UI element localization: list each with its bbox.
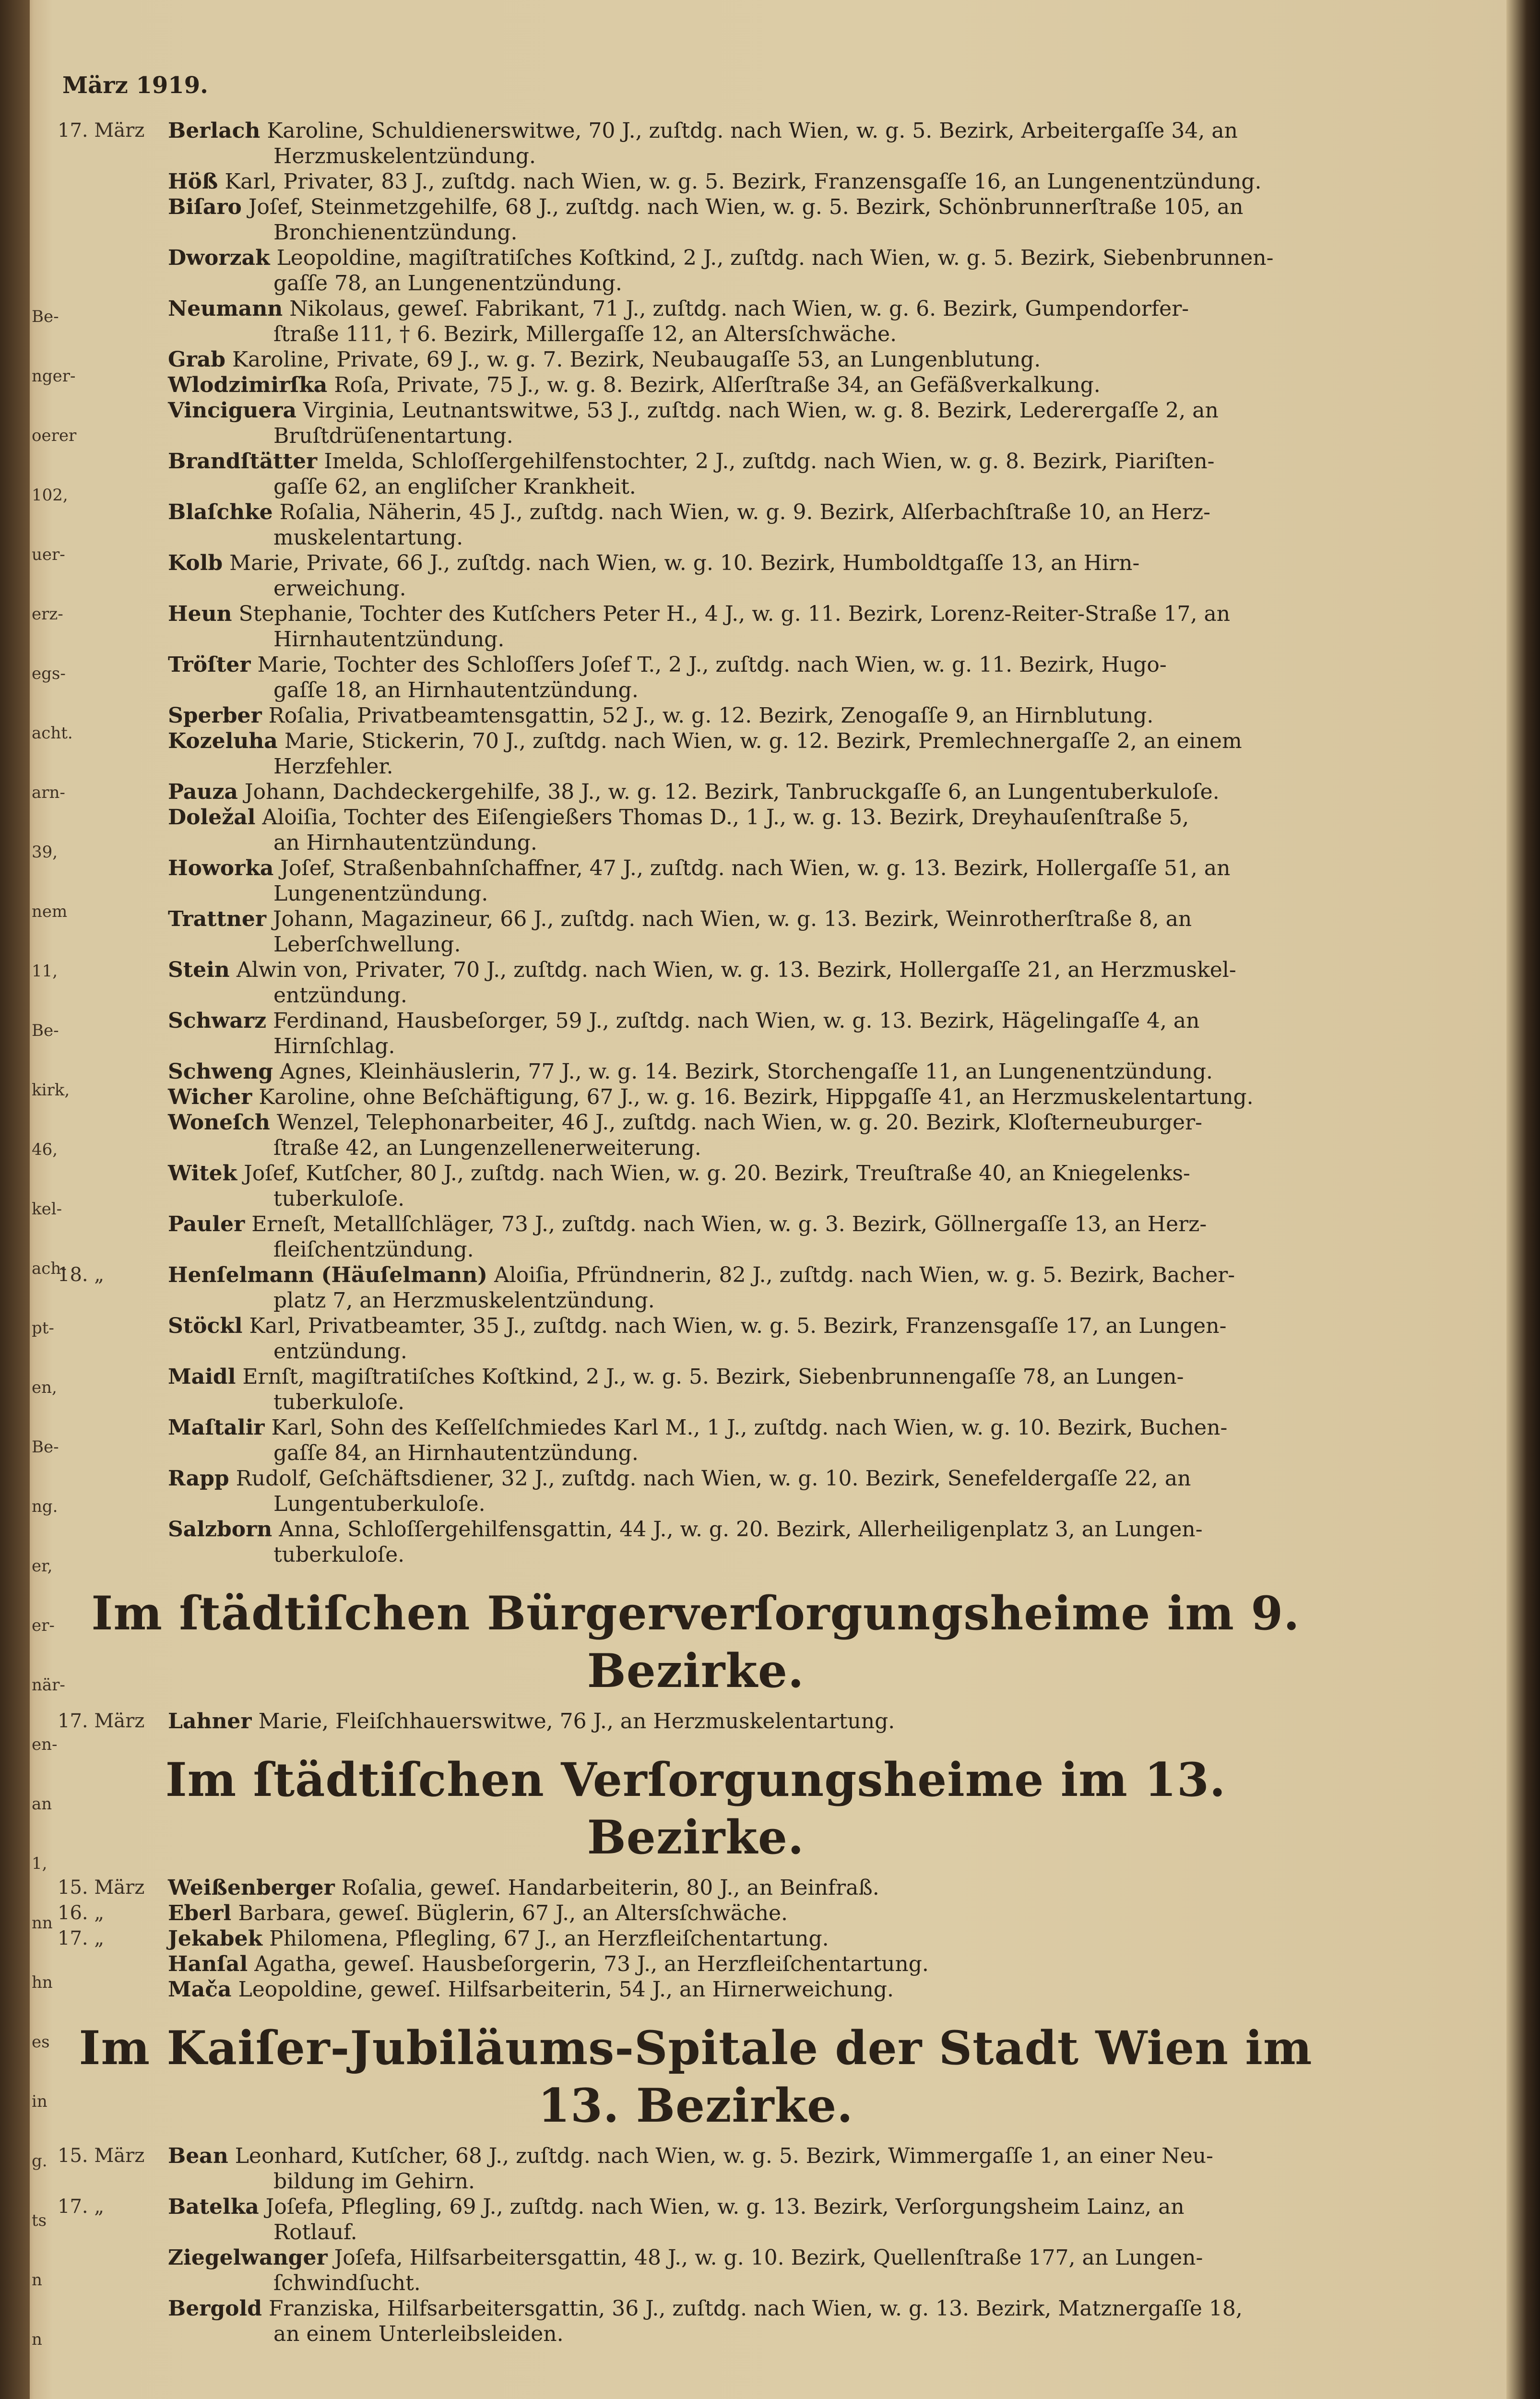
margin-fragment: egs- xyxy=(32,664,66,683)
entry-surname: Grab xyxy=(168,347,226,372)
death-record-entry xyxy=(58,118,1334,169)
margin-fragment: er- xyxy=(32,1616,55,1635)
entry-body xyxy=(168,1977,894,2002)
entry-body xyxy=(168,1517,1203,1542)
margin-fragment: arn- xyxy=(32,783,65,802)
entry-text: Ferdinand, Hausbeſorger, 59 J., zuſtdg. nach Wien, w. g. 13. Bezirk, Hägelingaſſe 4, an xyxy=(273,1009,1200,1033)
entry-text: Karoline, ohne Beſchäftigung, 67 J., w. g. 16. Bezirk, Hippgaſſe 41, an Herzmuskelentartung. xyxy=(259,1085,1254,1109)
entry-text: Roſalia, geweſ. Handarbeiterin, 80 J., an Beinfraß. xyxy=(341,1876,879,1900)
death-record-entry xyxy=(58,347,1334,372)
entry-continuation: Lungentuberkuloſe. xyxy=(273,1492,486,1516)
entry-continuation: tuberkuloſe. xyxy=(273,1390,405,1414)
margin-fragment: hn xyxy=(32,1973,53,1992)
entry-surname: Doležal xyxy=(168,805,256,830)
entry-body xyxy=(168,2195,1185,2219)
entry-continuation: gaſſe 78, an Lungenentzündung. xyxy=(273,271,622,296)
entry-text: Marie, Tochter des Schloſſers Joſef T., 2 J., zuſtdg. nach Wien, w. g. 11. Bezirk, Hugo- xyxy=(257,653,1167,677)
death-record-entry xyxy=(58,1211,1334,1262)
entry-body xyxy=(168,907,1192,931)
entry-surname: Pauza xyxy=(168,780,238,804)
entry-text: Virginia, Leutnantswitwe, 53 J., zuſtdg. nach Wien, w. g. 8. Bezirk, Lederergaſſe 2, an xyxy=(303,398,1219,423)
entry-text: Rudolf, Geſchäftsdiener, 32 J., zuſtdg. nach Wien, w. g. 10. Bezirk, Senefeldergaſſe 22, an xyxy=(236,1466,1191,1491)
entry-text: Roſalia, Näherin, 45 J., zuſtdg. nach Wien, w. g. 9. Bezirk, Alſerbachſtraße 10, an Herz- xyxy=(279,500,1211,524)
death-record-entry xyxy=(58,855,1334,906)
entry-text: Marie, Private, 66 J., zuſtdg. nach Wien, w. g. 10. Bezirk, Humboldtgaſſe 13, an Hirn- xyxy=(229,551,1140,575)
entry-surname: Biſaro xyxy=(168,195,242,219)
margin-fragment: erz- xyxy=(32,605,63,624)
entry-body xyxy=(168,1876,879,1900)
entry-date: 15. März xyxy=(58,1876,145,1899)
death-record-entry xyxy=(58,703,1334,728)
death-record-entry xyxy=(58,957,1334,1008)
entry-surname: Stein xyxy=(168,958,230,982)
entry-body xyxy=(168,780,1220,804)
entry-surname: Howorka xyxy=(168,856,274,880)
entry-surname: Dworzak xyxy=(168,246,270,270)
entry-body xyxy=(168,1926,829,1951)
entry-date: 16. „ xyxy=(58,1902,105,1924)
entry-date: 17. „ xyxy=(58,1927,105,1949)
entry-text: Johann, Dachdeckergehilfe, 38 J., w. g. 12. Bezirk, Tanbruckgaſſe 6, an Lungentuberkuloſe. xyxy=(244,780,1220,804)
entry-surname: Stöckl xyxy=(168,1314,243,1338)
entry-surname: Bean xyxy=(168,2144,228,2168)
death-record-entry xyxy=(58,728,1334,779)
entry-body xyxy=(168,169,1262,194)
death-record-entry xyxy=(58,1008,1334,1059)
margin-fragment: 39, xyxy=(32,843,58,862)
entry-body xyxy=(168,856,1230,880)
entry-text: Joſefa, Hilfsarbeitersgattin, 48 J., w. g. 10. Bezirk, Quellenſtraße 177, an Lungen- xyxy=(334,2245,1203,2270)
entry-surname: Blaſchke xyxy=(168,500,273,524)
entry-text: Ernſt, magiſtratiſches Koſtkind, 2 J., w. g. 5. Bezirk, Siebenbrunnengaſſe 78, an Lungen- xyxy=(242,1365,1184,1389)
entry-continuation: erweichung. xyxy=(273,576,406,601)
entry-continuation: bildung im Gehirn. xyxy=(273,2169,475,2194)
margin-fragment: in xyxy=(32,2092,47,2111)
margin-fragment: Be- xyxy=(32,1437,59,1457)
entry-continuation: tuberkuloſe. xyxy=(273,1543,405,1567)
entry-surname: Salzborn xyxy=(168,1517,272,1542)
death-record-entry xyxy=(58,296,1334,347)
entry-continuation: entzündung. xyxy=(273,1339,407,1364)
margin-fragment: när- xyxy=(32,1675,65,1695)
margin-fragment: kirk, xyxy=(32,1081,70,1100)
death-record-entry xyxy=(58,1951,1334,1977)
entry-text: Leopoldine, geweſ. Hilfsarbeiterin, 54 J., an Hirnerweichung. xyxy=(238,1977,894,2002)
death-record-entry xyxy=(58,1977,1334,2002)
margin-fragment: 46, xyxy=(32,1140,58,1159)
entry-text: Alwin von, Privater, 70 J., zuſtdg. nach Wien, w. g. 13. Bezirk, Hollergaſſe 21, an Herzmuskel- xyxy=(236,958,1236,982)
margin-fragment: ts xyxy=(32,2211,47,2230)
entry-body xyxy=(168,297,1189,321)
entry-continuation: Hirnſchlag. xyxy=(273,1034,395,1058)
entry-surname: Kozeluha xyxy=(168,729,278,753)
entry-surname: Weißenberger xyxy=(168,1876,335,1900)
entry-surname: Pauler xyxy=(168,1212,245,1236)
entry-body xyxy=(168,246,1273,270)
death-record-entry xyxy=(58,194,1334,245)
entry-surname: Henſelmann (Häuſelmann) xyxy=(168,1263,487,1287)
entry-continuation: Lungenentzündung. xyxy=(273,881,488,906)
death-record-entry xyxy=(58,906,1334,957)
entry-text: Aloiſia, Tochter des Eiſengießers Thomas D., 1 J., w. g. 13. Bezirk, Dreyhauſenſtraße 5, xyxy=(262,805,1189,830)
death-record-entry xyxy=(58,1364,1334,1415)
margin-fragment: kel- xyxy=(32,1200,62,1219)
entry-surname: Sperber xyxy=(168,703,262,728)
death-record-entry xyxy=(58,1084,1334,1110)
death-record-entry xyxy=(58,245,1334,296)
entry-date: 18. „ xyxy=(58,1264,105,1286)
entry-body xyxy=(168,1085,1254,1109)
previous-page-margin xyxy=(30,0,77,2399)
entry-body xyxy=(168,1901,788,1925)
entry-text: Aloiſia, Pfründnerin, 82 J., zuſtdg. nach Wien, w. g. 5. Bezirk, Bacher- xyxy=(494,1263,1235,1287)
entry-continuation: Herzfehler. xyxy=(273,754,393,779)
entry-body xyxy=(168,1466,1191,1491)
entry-body xyxy=(168,1365,1184,1389)
death-record-entry xyxy=(58,1926,1334,1951)
entry-body xyxy=(168,805,1189,830)
margin-fragment: n xyxy=(32,2270,42,2290)
entry-body xyxy=(168,958,1236,982)
entry-body xyxy=(168,1709,895,1734)
document-page xyxy=(58,72,1334,2347)
death-record-entry xyxy=(58,1059,1334,1084)
entry-surname: Kolb xyxy=(168,551,223,575)
section-title: Im ſtädtiſchen Verſorgungsheime im 13. Bezirke. xyxy=(165,1753,1226,1865)
entry-body xyxy=(168,1952,929,1976)
entry-body xyxy=(168,1263,1235,1287)
death-record-entry xyxy=(58,1709,1334,1734)
entry-text: Joſefa, Pflegling, 69 J., zuſtdg. nach Wien, w. g. 13. Bezirk, Verſorgungsheim Lainz, an xyxy=(265,2195,1185,2219)
entry-body xyxy=(168,119,1238,143)
entry-continuation: Hirnhautentzündung. xyxy=(273,627,505,652)
entry-body xyxy=(168,729,1242,753)
entry-body xyxy=(168,500,1210,524)
entry-body xyxy=(168,195,1243,219)
entry-body xyxy=(168,1212,1207,1236)
death-record-entry xyxy=(58,1161,1334,1211)
margin-fragment: acht. xyxy=(32,724,73,743)
entry-surname: Witek xyxy=(168,1161,237,1186)
entry-body xyxy=(168,1415,1227,1440)
entry-body xyxy=(168,1009,1200,1033)
margin-fragment: pt- xyxy=(32,1318,54,1338)
entry-body xyxy=(168,347,1041,372)
death-record-entry xyxy=(58,652,1334,703)
entry-text: Barbara, geweſ. Büglerin, 67 J., an Altersſchwäche. xyxy=(238,1901,788,1925)
entry-text: Joſef, Kutſcher, 80 J., zuſtdg. nach Wien, w. g. 20. Bezirk, Treuſtraße 40, an Kniegelenks- xyxy=(244,1161,1190,1186)
entry-date: 15. März xyxy=(58,2145,145,2167)
entry-text: Karoline, Private, 69 J., w. g. 7. Bezirk, Neubaugaſſe 53, an Lungenblutung. xyxy=(232,347,1041,372)
entry-body xyxy=(168,1314,1226,1338)
entry-continuation: tuberkuloſe. xyxy=(273,1187,405,1211)
entry-surname: Eberl xyxy=(168,1901,232,1925)
entry-surname: Rapp xyxy=(168,1466,229,1491)
entry-surname: Schweng xyxy=(168,1059,273,1084)
entry-text: Karl, Privatbeamter, 35 J., zuſtdg. nach Wien, w. g. 5. Bezirk, Franzensgaſſe 17, an Lungen- xyxy=(249,1314,1227,1338)
entry-body xyxy=(168,2144,1213,2168)
margin-fragment: g. xyxy=(32,2151,47,2171)
margin-fragment: 102, xyxy=(32,486,68,505)
death-record-entry xyxy=(58,1875,1334,1900)
entry-body xyxy=(168,703,1153,728)
entry-continuation: an einem Unterleibsleiden. xyxy=(273,2322,564,2346)
margin-fragment: n xyxy=(32,2330,42,2349)
entry-surname: Woneſch xyxy=(168,1110,270,1135)
entry-surname: Batelka xyxy=(168,2195,259,2219)
entry-surname: Neumann xyxy=(168,297,283,321)
entry-continuation: Bronchienentzündung. xyxy=(273,220,518,245)
margin-fragment: an xyxy=(32,1794,52,1814)
margin-fragment: en, xyxy=(32,1378,57,1397)
entry-text: Marie, Stickerin, 70 J., zuſtdg. nach Wien, w. g. 12. Bezirk, Premlechnergaſſe 2, an einem xyxy=(284,729,1242,753)
margin-fragment: Be- xyxy=(32,307,59,326)
death-record-entry xyxy=(58,805,1334,855)
margin-fragment: Be- xyxy=(32,1021,59,1040)
entry-date: 17. März xyxy=(58,1710,145,1732)
entry-surname: Höß xyxy=(168,169,218,194)
entry-text: Wenzel, Telephonarbeiter, 46 J., zuſtdg. nach Wien, w. g. 20. Bezirk, Kloſterneuburger- xyxy=(276,1110,1202,1135)
entry-body xyxy=(168,1161,1190,1186)
entry-text: Karl, Privater, 83 J., zuſtdg. nach Wien, w. g. 5. Bezirk, Franzensgaſſe 16, an Lungenentzündung. xyxy=(225,169,1262,194)
entry-body xyxy=(168,373,1101,397)
death-record-entry xyxy=(58,2143,1334,2194)
entry-continuation: Rotlauf. xyxy=(273,2220,357,2245)
entry-surname: Heun xyxy=(168,602,232,626)
entry-date: 17. „ xyxy=(58,2196,105,2218)
entry-body xyxy=(168,1059,1213,1084)
death-record-entry xyxy=(58,1262,1334,1313)
entry-surname: Bergold xyxy=(168,2296,262,2321)
margin-fragment: nn xyxy=(32,1913,53,1933)
entry-continuation: ſtraße 111, † 6. Bezirk, Millergaſſe 12, an Altersſchwäche. xyxy=(273,322,897,346)
margin-fragment: er, xyxy=(32,1556,53,1576)
death-record-entry xyxy=(58,499,1334,550)
entry-body xyxy=(168,449,1215,474)
entry-text: Stephanie, Tochter des Kutſchers Peter H., 4 J., w. g. 11. Bezirk, Lorenz-Reiter-Straße 17, an xyxy=(238,602,1231,626)
entry-continuation: Herzmuskelentzündung. xyxy=(273,144,536,168)
entry-body xyxy=(168,602,1230,626)
death-record-entry xyxy=(58,779,1334,805)
death-record-entry xyxy=(58,372,1334,398)
margin-fragment: es xyxy=(32,2032,50,2052)
death-record-entry xyxy=(58,2245,1334,2296)
entry-text: Marie, Fleiſchhauerswitwe, 76 J., an Herzmuskelentartung. xyxy=(258,1709,895,1734)
entry-text: Anna, Schloſſergehilfensgattin, 44 J., w. g. 20. Bezirk, Allerheiligenplatz 3, an Lungen- xyxy=(279,1517,1203,1542)
entry-text: Johann, Magazineur, 66 J., zuſtdg. nach Wien, w. g. 13. Bezirk, Weinrotherſtraße 8, an xyxy=(273,907,1192,931)
margin-fragment: ach- xyxy=(32,1259,67,1278)
death-record-entry xyxy=(58,1517,1334,1568)
page-header: März 1919. xyxy=(62,72,208,99)
entry-text: Philomena, Pflegling, 67 J., an Herzfleiſchentartung. xyxy=(269,1926,829,1951)
entry-surname: Schwarz xyxy=(168,1009,267,1033)
death-record-entry xyxy=(58,2296,1334,2347)
entry-continuation: ſtraße 42, an Lungenzellenerweiterung. xyxy=(273,1136,701,1160)
margin-fragment: en- xyxy=(32,1735,58,1754)
entry-date: 17. März xyxy=(58,119,145,142)
entry-text: Agatha, geweſ. Hausbeſorgerin, 73 J., an Herzfleiſchentartung. xyxy=(254,1952,929,1976)
margin-fragment: ng. xyxy=(32,1497,58,1516)
entry-text: Nikolaus, geweſ. Fabrikant, 71 J., zuſtdg. nach Wien, w. g. 6. Bezirk, Gumpendorfer- xyxy=(289,297,1189,321)
entry-text: Karoline, Schuldienerswitwe, 70 J., zuſtdg. nach Wien, w. g. 5. Bezirk, Arbeitergaſſe 34, an xyxy=(267,119,1238,143)
entry-surname: Berlach xyxy=(168,119,261,143)
entry-continuation: gaſſe 84, an Hirnhautentzündung. xyxy=(273,1441,639,1465)
margin-fragment: nem xyxy=(32,902,68,921)
entry-text: Franziska, Hilfsarbeitersgattin, 36 J., zuſtdg. nach Wien, w. g. 13. Bezirk, Matznergaſſe 18, xyxy=(268,2296,1243,2321)
death-record-entry xyxy=(58,601,1334,652)
entry-continuation: platz 7, an Herzmuskelentzündung. xyxy=(273,1288,655,1313)
entry-surname: Trattner xyxy=(168,907,267,931)
entry-continuation: ſchwindſucht. xyxy=(273,2271,421,2295)
register-content xyxy=(58,118,1334,2347)
entry-text: Joſef, Straßenbahnſchaffner, 47 J., zuſtdg. nach Wien, w. g. 13. Bezirk, Hollergaſſe 51, an xyxy=(280,856,1231,880)
entry-continuation: Leberſchwellung. xyxy=(273,932,461,957)
margin-fragment: 11, xyxy=(32,962,58,981)
entry-text: Leopoldine, magiſtratiſches Koſtkind, 2 J., zuſtdg. nach Wien, w. g. 5. Bezirk, Siebenbrunnen- xyxy=(276,246,1274,270)
entry-surname: Maidl xyxy=(168,1365,236,1389)
entry-text: Roſalia, Privatbeamtensgattin, 52 J., w. g. 12. Bezirk, Zenogaſſe 9, an Hirnblutung. xyxy=(268,703,1154,728)
death-record-entry xyxy=(58,1466,1334,1517)
margin-fragment: 1, xyxy=(32,1854,47,1873)
entry-text: Karl, Sohn des Keſſelſchmiedes Karl M., 1 J., zuſtdg. nach Wien, w. g. 10. Bezirk, Buchen- xyxy=(271,1415,1228,1440)
death-record-entry xyxy=(58,1415,1334,1466)
death-record-entry xyxy=(58,1313,1334,1364)
entry-text: Imelda, Schloſſergehilfenstochter, 2 J., zuſtdg. nach Wien, w. g. 8. Bezirk, Piariſten- xyxy=(324,449,1215,474)
entry-surname: Mača xyxy=(168,1977,232,2002)
entry-body xyxy=(168,398,1219,423)
entry-body xyxy=(168,551,1139,575)
entry-surname: Wicher xyxy=(168,1085,252,1109)
entry-continuation: gaſſe 18, an Hirnhautentzündung. xyxy=(273,678,639,702)
page-edge xyxy=(1506,0,1540,2399)
entry-surname: Jekabek xyxy=(168,1926,263,1951)
entry-continuation: fleiſchentzündung. xyxy=(273,1237,474,1262)
entry-text: Joſef, Steinmetzgehilfe, 68 J., zuſtdg. nach Wien, w. g. 5. Bezirk, Schönbrunnerſtraße 105, an xyxy=(248,195,1244,219)
margin-fragment: oerer xyxy=(32,426,77,445)
entry-surname: Brandſtätter xyxy=(168,449,318,474)
entry-continuation: Bruſtdrüſenentartung. xyxy=(273,424,513,448)
entry-continuation: an Hirnhautentzündung. xyxy=(273,831,537,855)
death-record-entry xyxy=(58,398,1334,449)
entry-surname: Hanſal xyxy=(168,1952,248,1976)
entry-text: Leonhard, Kutſcher, 68 J., zuſtdg. nach Wien, w. g. 5. Bezirk, Wimmergaſſe 1, an einer Neu- xyxy=(235,2144,1213,2168)
book-spine xyxy=(0,0,30,2399)
entry-text: Roſa, Private, 75 J., w. g. 8. Bezirk, Alſerſtraße 34, an Gefäßverkalkung. xyxy=(334,373,1101,397)
death-record-entry xyxy=(58,169,1334,194)
section-title: Im Kaiſer-Jubiläums-Spitale der Stadt Wien im 13. Bezirke. xyxy=(79,2021,1313,2133)
entry-body xyxy=(168,2245,1203,2270)
entry-surname: Tröſter xyxy=(168,653,251,677)
entry-surname: Lahner xyxy=(168,1709,252,1734)
margin-fragment: nger- xyxy=(32,367,76,386)
entry-surname: Maſtalir xyxy=(168,1415,265,1440)
entry-continuation: muskelentartung. xyxy=(273,525,463,550)
entry-body xyxy=(168,1110,1202,1135)
section-title: Im ſtädtiſchen Bürgerverſorgungsheime im 9. Bezirke. xyxy=(91,1586,1300,1698)
entry-surname: Wlodzimirſka xyxy=(168,373,328,397)
entry-text: Erneſt, Metallſchläger, 73 J., zuſtdg. nach Wien, w. g. 3. Bezirk, Göllnergaſſe 13, an Herz- xyxy=(251,1212,1207,1236)
death-record-entry xyxy=(58,1110,1334,1161)
entry-surname: Ziegelwanger xyxy=(168,2245,328,2270)
entry-text: Agnes, Kleinhäuslerin, 77 J., w. g. 14. Bezirk, Storchengaſſe 11, an Lungenentzündung. xyxy=(280,1059,1213,1084)
margin-fragment: uer- xyxy=(32,545,65,564)
entry-surname: Vinciguera xyxy=(168,398,297,423)
death-record-entry xyxy=(58,449,1334,499)
entry-continuation: entzündung. xyxy=(273,983,407,1008)
death-record-entry xyxy=(58,1900,1334,1926)
entry-body xyxy=(168,653,1167,677)
entry-body xyxy=(168,2296,1243,2321)
entry-continuation: gaſſe 62, an engliſcher Krankheit. xyxy=(273,475,636,499)
death-record-entry xyxy=(58,550,1334,601)
death-record-entry xyxy=(58,2194,1334,2245)
